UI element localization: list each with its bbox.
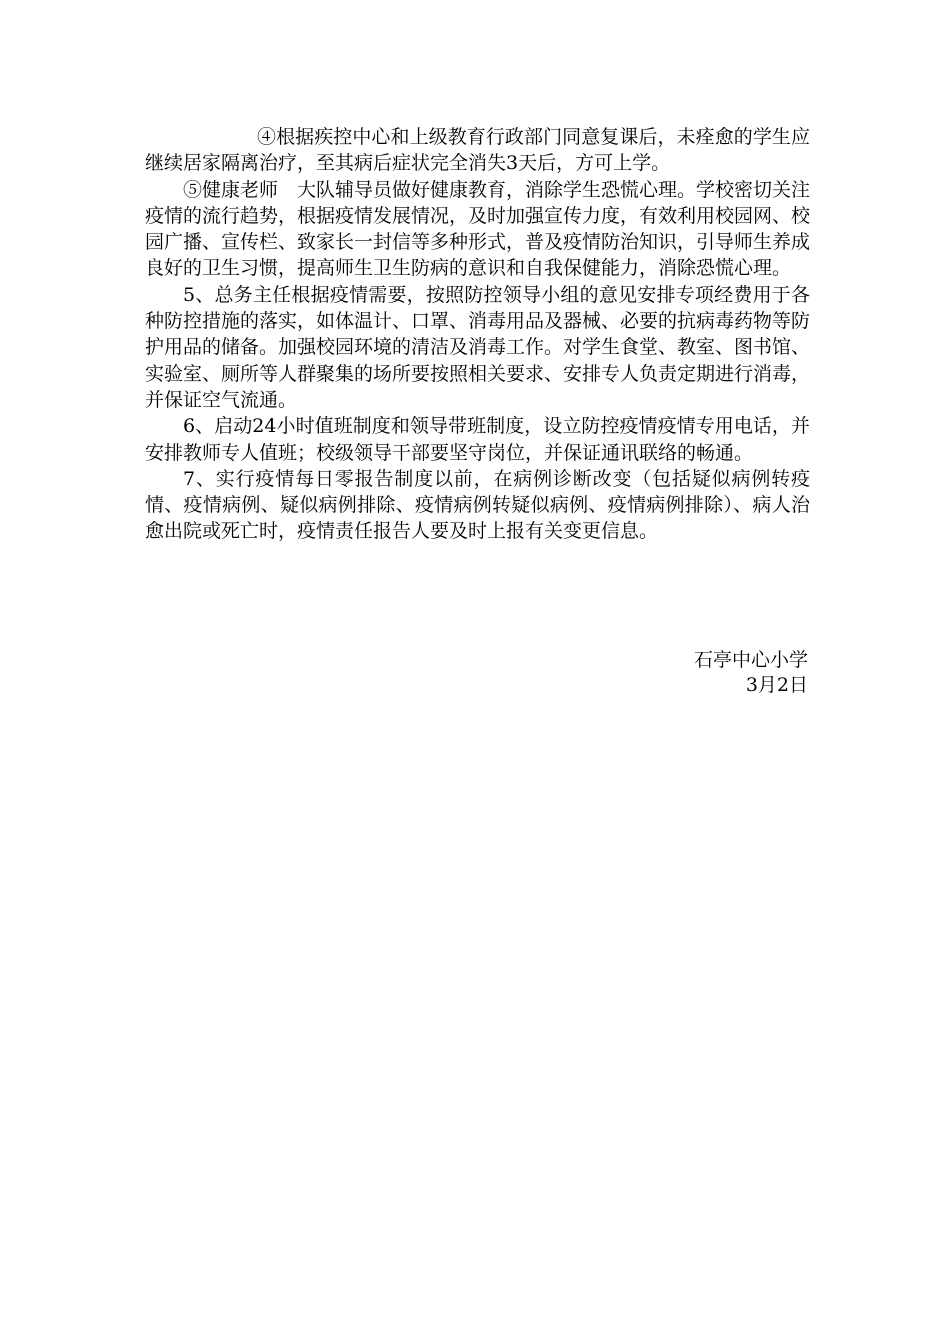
document-body — [145, 124, 810, 545]
signature-organization: 石亭中心小学 — [693, 649, 808, 671]
paragraph-section-7: 7、实行疫情每日零报告制度以前，在病例诊断改变（包括疑似病例转疫情、疫情病例、疑似病例排除、疫情病例转疑似病例、疫情病例排除）、病人治愈出院或死亡时，疫情责任报告人要及时上报有关变更信息。 — [145, 467, 810, 543]
signature-block — [145, 648, 808, 698]
signature-date: 3月2日 — [745, 674, 808, 696]
paragraph-section-6: 6、启动24小时值班制度和领导带班制度，设立防控疫情疫情专用电话，并安排教师专人值班；校级领导干部要坚守岗位，并保证通讯联络的畅通。 — [145, 415, 810, 464]
paragraph-section-5: 5、总务主任根据疫情需要，按照防控领导小组的意见安排专项经费用于各种防控措施的落实，如体温计、口罩、消毒用品及器械、必要的抗病毒药物等防护用品的储备。加强校园环境的清洁及消毒工作。对学生食堂、教室、图书馆、实验室、厕所等人群聚集的场所要按照相关要求、安排专人负责定期进行消毒，并保证空气流通。 — [145, 283, 811, 411]
paragraph-item-4: ④根据疾控中心和上级教育行政部门同意复课后，未痊愈的学生应继续居家隔离治疗，至其病后症状完全消失3天后，方可上学。 — [145, 126, 810, 175]
paragraph-item-5: ⑤健康老师 大队辅导员做好健康教育，消除学生恐慌心理。学校密切关注疫情的流行趋势，根据疫情发展情况，及时加强宣传力度，有效利用校园网、校园广播、宣传栏、致家长一封信等多种形式，普及疫情防治知识，引导师生养成良好的卫生习惯，提高师生卫生防病的意识和自我保健能力，消除恐慌心理。 — [145, 178, 811, 280]
